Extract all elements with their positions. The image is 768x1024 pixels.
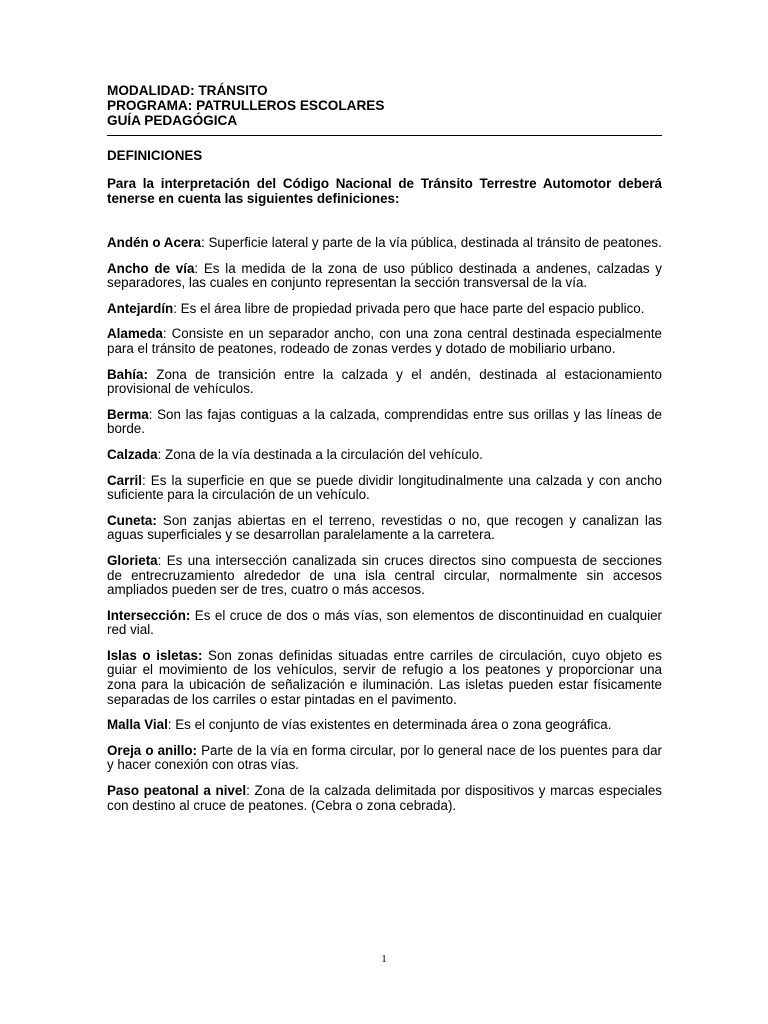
definition-term: Paso peatonal a nivel [107, 783, 247, 799]
definition-term: Andén o Acera [107, 235, 202, 250]
page-number: 1 [381, 953, 387, 965]
definition-item [107, 448, 662, 463]
definition-text: : Es el área libre de propiedad privada pero que hace parte del espacio publico. [173, 300, 645, 316]
definition-item [107, 718, 662, 733]
definition-text: Son zanjas abiertas en el terreno, revestidas o no, que recogen y canalizan las aguas superficiales y se desarrollan paralelamente a la carretera. [107, 512, 662, 543]
definition-term: Bahía: [107, 366, 148, 382]
definition-item [107, 474, 662, 503]
definition-term: Oreja o anillo: [107, 742, 198, 758]
definition-text: : Es el conjunto de vías existentes en determinada área o zona geográfica. [167, 717, 612, 733]
definition-text: Parte de la vía en forma circular, por lo general nace de los puentes para dar y hacer conexión con otras vías. [107, 742, 662, 773]
definition-text: Son zonas definidas situadas entre carriles de circulación, cuyo objeto es guiar el movimiento de los vehículos, servir de refugio a los peatones y proporcionar una zona para la ubicación de señalización e iluminación. Las isletas pueden estar físicamente separadas de los carriles o estar pintadas en el pavimento. [107, 647, 662, 707]
definition-term: Alameda [107, 326, 163, 342]
definition-text: : Zona de la vía destinada a la circulación del vehículo. [157, 446, 483, 462]
intro-paragraph: Para la interpretación del Código Nacional de Tránsito Terrestre Automotor deberá tenerse en cuenta las siguientes definiciones: [107, 176, 662, 206]
definition-term: Calzada [107, 446, 158, 462]
definition-item [107, 609, 662, 638]
definition-text: : Es la medida de la zona de uso público destinada a andenes, calzadas y separadores, las cuales en conjunto representan la sección transversal de la vía. [107, 260, 662, 291]
definition-term: Glorieta [107, 552, 158, 568]
definition-term: Islas o isletas: [107, 647, 203, 663]
definition-text: : Son las fajas contiguas a la calzada, comprendidas entre sus orillas y las líneas de borde. [107, 406, 662, 437]
definition-text: : Zona de la calzada delimitada por dispositivos y marcas especiales con destino al cruce de peatones. (Cebra o zona cebrada). [107, 783, 662, 813]
definition-text: : Superficie lateral y parte de la vía pública, destinada al tránsito de peatones. [201, 235, 662, 250]
definition-term: Intersección: [107, 607, 191, 623]
header-modality: MODALIDAD: TRÁNSITO [107, 83, 268, 98]
definition-item [107, 744, 662, 773]
definition-term: Cuneta: [107, 512, 157, 528]
definition-item [107, 784, 662, 813]
definition-term: Ancho de vía [107, 260, 195, 276]
definition-item [107, 408, 662, 437]
definition-term: Carril [107, 472, 142, 488]
section-title: DEFINICIONES [107, 148, 203, 163]
definition-item [107, 236, 662, 251]
definitions-list [107, 236, 662, 813]
header-divider [107, 135, 662, 136]
definition-text: : Es la superficie en que se puede dividir longitudinalmente una calzada y con ancho suficiente para la circulación de un vehículo. [107, 472, 662, 503]
definition-item [107, 649, 662, 707]
definition-term: Antejardín [107, 300, 174, 316]
definition-item [107, 327, 662, 356]
document-page [107, 83, 662, 824]
definition-text: : Es una intersección canalizada sin cruces directos sino compuesta de secciones de entrecruzamiento alrededor de una isla central circular, normalmente sin accesos ampliados pueden ser de tres, cuatro o más accesos. [107, 552, 662, 598]
definition-item [107, 368, 662, 397]
document-header [107, 83, 662, 128]
definition-term: Berma [107, 406, 149, 422]
definition-text: Es el cruce de dos o más vías, son elementos de discontinuidad en cualquier red vial. [107, 607, 662, 638]
definition-item [107, 262, 662, 291]
definition-item [107, 554, 662, 598]
header-program: PROGRAMA: PATRULLEROS ESCOLARES [107, 98, 385, 113]
header-guide: GUÍA PEDAGÓGICA [107, 113, 238, 128]
definition-text: : Consiste en un separador ancho, con una zona central destinada especialmente para el tránsito de peatones, rodeado de zonas verdes y dotado de mobiliario urbano. [107, 326, 662, 356]
definition-term: Malla Vial [107, 717, 168, 733]
definition-item [107, 302, 662, 317]
definition-item [107, 514, 662, 543]
definition-text: Zona de transición entre la calzada y el andén, destinada al estacionamiento provisional de vehículos. [107, 366, 662, 397]
